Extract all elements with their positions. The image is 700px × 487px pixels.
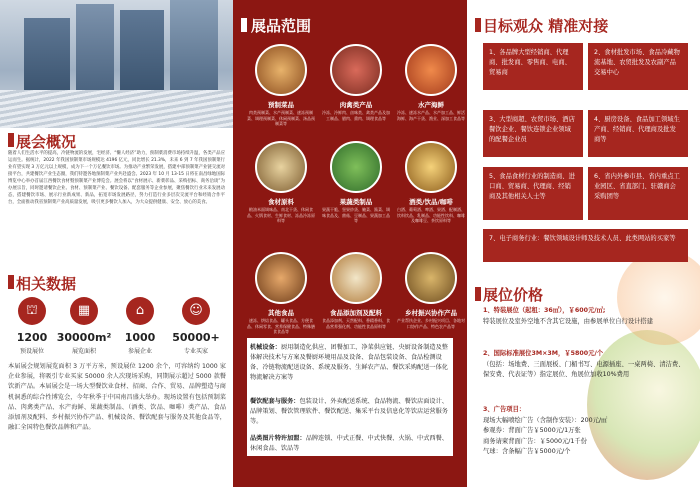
equipment-paragraph (250, 343, 452, 383)
exhibitor-icon: ⌂ (126, 297, 154, 325)
target-box: 5、食品食材行业的制造商、进口商、贸易商、代理商、经销商及其他相关人士等 (483, 167, 583, 220)
stat-value: 50000+ (172, 331, 220, 344)
special-label: 品类图片特许加盟： (250, 435, 306, 442)
price-title: 展位价格 (483, 286, 544, 304)
stat-value: 1200 (16, 331, 48, 344)
category-desc: 产业帮扶企业、乡村振兴项目、各地对口协作产品、特色农产品等 (397, 318, 465, 329)
service-text: 包装设计、外卖配送系统、食品物流、餐饮店面设计、品牌策划、餐饮管理软件、餐饮配送、集采平台及信息化等饮店运营服务等。 (250, 398, 448, 425)
target-box: 2、食材批发市场、食品冷藏物流基地、农贸批发及农副产品交易中心 (588, 43, 688, 90)
service-label: 餐饮配套与服务： (250, 398, 300, 405)
stat-label: 预设展位 (19, 348, 44, 355)
price-1-block (483, 306, 688, 327)
category-desc: 肉类预制菜、水产预制菜、速冻预制菜、调理预制菜、休闲预制菜、汤品预制菜等 (247, 110, 315, 126)
title-bar-marker (475, 287, 481, 301)
equipment-label: 机械设备： (250, 344, 281, 351)
stats-title: 相关数据 (16, 275, 77, 293)
category-desc: 冷冻、冷鲜肉、卤味类、禽类产品及加工制品、腊肉、熏肉、调理食品等 (322, 110, 390, 121)
range-title: 展品范围 (251, 17, 312, 35)
stat-label: 专业买家 (183, 348, 208, 355)
category-image (255, 44, 307, 96)
target-box: 4、厨房设备、食品加工领域生产商、经销商、代理商及批发商等 (588, 110, 688, 157)
category-name: 肉禽类产品 (339, 101, 373, 109)
overview-title: 展会概况 (16, 133, 77, 151)
category-desc: 白酒、葡萄酒、啤酒、果酒、配制酒、饮料饮品、乳制品、功能性饮料、咖啡及咖啡豆、茶饮原料等 (397, 207, 465, 223)
hero-building-image (0, 0, 233, 128)
special-text: 品牌连锁、中式正餐、中式快餐、火锅、中式西餐、休闲食品、饮品等 (250, 435, 448, 452)
category-image (255, 141, 307, 193)
category-name: 水产海鲜 (418, 101, 444, 109)
plaza-roof-shape (0, 90, 233, 128)
title-bar-marker (8, 133, 14, 147)
price-3-item: 参观券：背面广告￥5000元/1万张 (483, 427, 581, 434)
fruit-decoration (617, 250, 700, 345)
target-box: 7、电子商务行业：餐饮领域设计师及技术人员、此类网站的买家等 (483, 229, 688, 262)
visitor-icon: ☺ (182, 297, 210, 325)
title-bar-marker (241, 18, 247, 32)
special-paragraph (250, 434, 452, 454)
title-bar-marker (8, 275, 14, 289)
category-name: 果蔬类制品 (339, 198, 373, 206)
category-image (330, 44, 382, 96)
category-image (255, 252, 307, 304)
category-desc: 食品添加剂、天然配料、香精香料、食品营养强化剂、功能性食品原料等 (322, 318, 390, 329)
category-image (330, 141, 382, 193)
price-1-text: 特装展位及室外空地不含其它设施，由参展单位自行设计搭建 (483, 317, 654, 325)
category-name: 乡村振兴协作产品 (405, 309, 457, 317)
target-title: 目标观众 精准对接 (483, 17, 609, 35)
price-1-title: 1、特装展位（起租：36㎡），￥600元/㎡; (483, 307, 606, 314)
category-name: 其他食品 (268, 309, 294, 317)
category-desc: 果蔬干脆、坚果炒货、腌菜、酱菜、调味食品及、菌菇、豆制品、果蔬加工品等 (322, 207, 390, 223)
price-2-text: （包括：场地费、三面展板、门楣书写、电源插座、一桌两椅、清洁费、保安费、代表证等）指定展位、角展位加收10%费用 (483, 360, 685, 378)
category-image (405, 141, 457, 193)
stat-label: 参展企业 (127, 348, 152, 355)
category-name: 食品添加剂及配料 (330, 309, 382, 317)
area-icon: ▦ (70, 297, 98, 325)
overview-text: 随着人们生活水平的提高，冷链物流的发展，宅经济、“懒人经济”助力，预制菜消费市场持续升温，各类产品应运而生。据统计，2022 年我国预制菜市场规模达 4196 亿元，同比增长 21.3%，未来 6 到 7 年我国预制菜行业有望实现 3 万亿元以上规模，成为下一个万亿餐饮市场。为推动产业繁荣发展，搭建中部预制菜产业链交流对接平台，共建餐饮产业生态圈，我们特邀各地预制菜产业共赴盛会。2023 年 10 月 13-15 日将在南昌绿地国际博览中心举办首届江西餐饮食材暨预制菜产业博览会。展会将以“食材展示、新菜彰品、采购招标、商务洽谈”为办展宗旨，同时邀请餐饮企业、食材、预制菜产业、餐饮设备、配套服务等企业参展，聚焦餐饮行业未来发展动态，搭建餐饮市场、展示行业新成果、新品，拓宽市场发展路径，努力打造行业多层次交流平台和经销合作平台，全面推动我省预制菜产业高质量发展，吸引更多餐饮人加入，为大众提供健康、安全、放心的美食。 (8, 151, 225, 205)
price-3-item: 气球：含条幅广告￥5000元/个 (483, 448, 571, 455)
price-3-title: 3、广告项目： (483, 406, 526, 413)
equipment-text: 厨用制造化供应、团餐加工、净菜供应链、央厨设备制造及整体解决技术与方案及餐厨环境用品及设备、食品包装设备、食品检测设备、冷链物流配送设备、系统及服务、生鲜农产品、餐饮采购配送一体化物流解决方案等 (250, 344, 448, 381)
stat-label: 展览面积 (71, 348, 96, 355)
category-desc: 冷冻、速冻水产品、水产加工品、鲜活海鲜、海产干货、渔业、深加工食品等 (397, 110, 465, 121)
category-image (330, 252, 382, 304)
title-bar-marker (475, 18, 481, 32)
booth-icon: ⛫ (18, 297, 46, 325)
stat-value: 30000m² (56, 331, 112, 344)
category-image (405, 44, 457, 96)
category-name: 酒类/饮品/咖啡 (409, 198, 453, 206)
category-image (405, 252, 457, 304)
price-3-item: 现场大幅喷绘广告（含制作安装）：200元/㎡ (483, 416, 608, 424)
target-box: 6、省内外参市县、省内重点工业园区、省直部门、驻赣商会采购团等 (588, 167, 688, 220)
category-name: 食材原料 (268, 198, 294, 206)
price-2-title: 2、国际标准展位3M×3M，￥5800元/个 (483, 350, 604, 357)
price-3-item: 商务请柬背面广告：￥5000元/1千份 (483, 437, 588, 445)
target-box: 3、大型商超、农贸市场、酒店餐饮企业、餐饮连锁企业领域的配餐企业员 (483, 110, 583, 157)
stats-text: 本届展会规划展览面积 3 万平方米，预设展位 1200 余个，可容纳约 1000 家企业参展，将吸引专业买家 50000 余人次现场采购，同期展示超过 5000 款餐饮新产品。本届展会是一场大型餐饮业食材、招商、合作、贸易、品牌塑造与商机洞悉的综合性博览会，今年秋季于中国南昌盛大举办。现场设置有包括预制菜品、肉禽类产品、水产海鲜、果蔬类制品、（酒类、饮品、咖啡）类产品、食品添加剂及配料、乡村振兴协作产品、机械设备、餐饮配套与服务及其他食品等，融汇全国特色餐饮品牌和产品。 (8, 363, 226, 432)
price-2-block (483, 349, 688, 381)
price-3-block (483, 405, 688, 458)
stat-value: 1000 (124, 331, 156, 344)
target-box: 1、各品牌大型经销商、代理商、批发商、零售商、电商、贸易商 (483, 43, 583, 90)
category-desc: 粮油米面调味品、南北干货、休闲食品、火锅食材、生鲜食材、冻品冷冻原料等 (247, 207, 315, 223)
category-name: 预制菜品 (268, 101, 294, 109)
service-paragraph (250, 397, 452, 427)
left-column (0, 0, 233, 487)
category-desc: 速冻、烘焙食品、罐头食品、方便食品、休闲零食、营养保健食品、特殊膳食食品等 (247, 318, 315, 334)
